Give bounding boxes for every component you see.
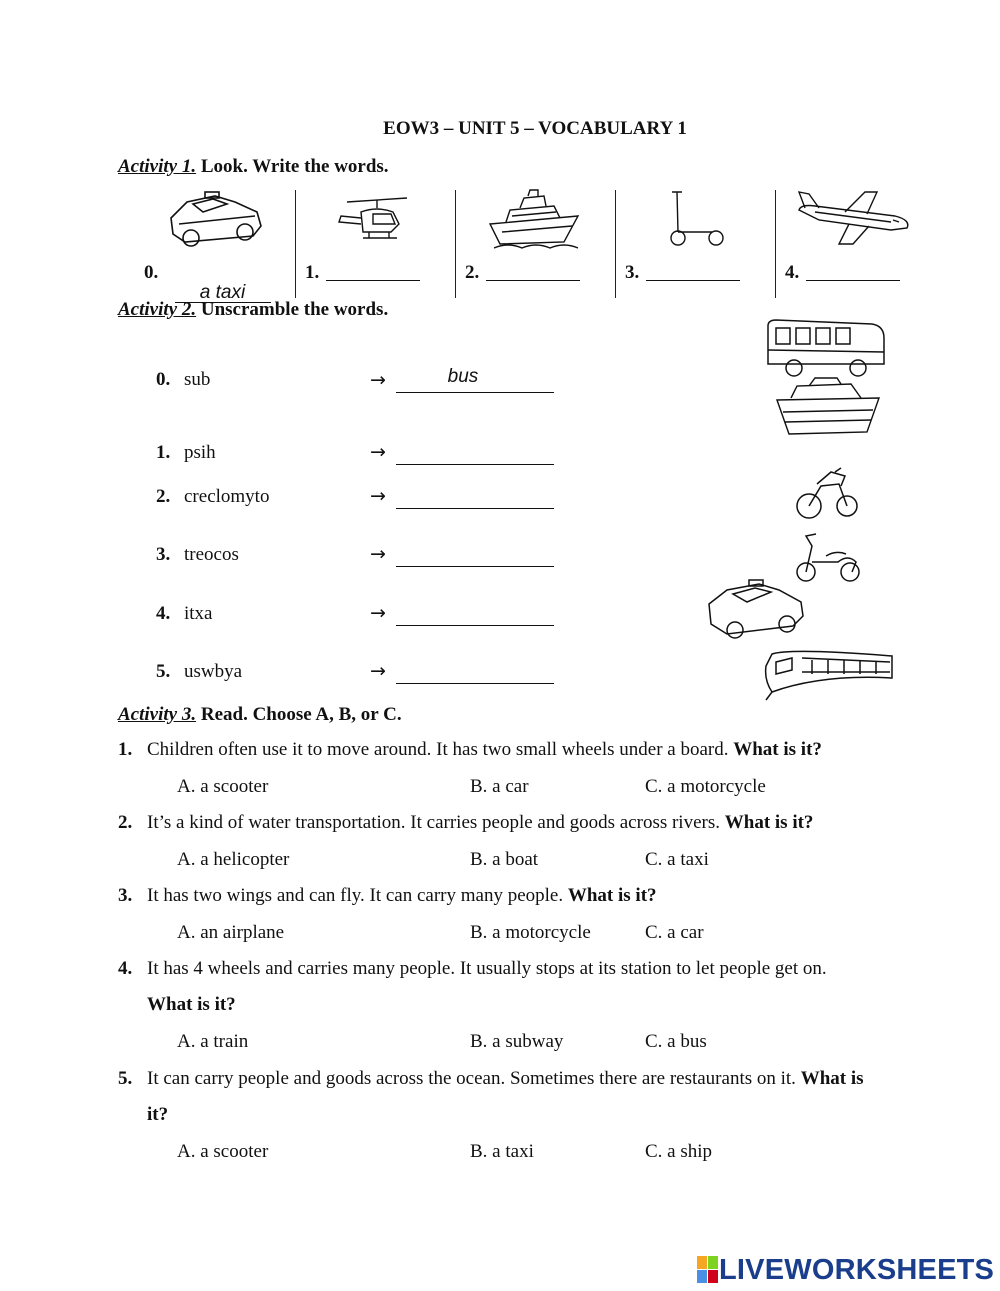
activity-3-label: Activity 3.	[118, 704, 197, 725]
scooter-icon	[660, 188, 730, 250]
item-number: 3.	[156, 544, 171, 565]
option-b[interactable]: B. a car	[470, 776, 529, 797]
answer-text: bus	[447, 366, 479, 387]
list-item	[156, 661, 242, 683]
question-text: It’s a kind of water transportation. It carries people and goods across rivers.	[147, 812, 720, 833]
option-a[interactable]: A. an airplane	[177, 922, 285, 943]
question-text: It has 4 wheels and carries many people. It usually stops at its station to let people get on.	[147, 958, 827, 979]
question-5-continued	[118, 1097, 968, 1133]
list-item	[156, 603, 213, 625]
item-number: 0.	[144, 262, 159, 283]
question-number: 4.	[118, 958, 133, 979]
option-a[interactable]: A. a helicopter	[177, 849, 290, 870]
activity-1-answer-2[interactable]	[486, 260, 580, 287]
question-1	[118, 732, 968, 768]
item-number: 4.	[156, 603, 171, 624]
list-item	[156, 544, 239, 566]
arrow-icon: →	[370, 485, 386, 507]
item-number: 1.	[305, 262, 320, 283]
option-a[interactable]: A. a scooter	[177, 1141, 269, 1162]
question-number: 1.	[118, 739, 133, 760]
bus-icon	[764, 318, 889, 380]
activity-1-answer-1[interactable]	[326, 260, 420, 287]
subway-train-icon	[762, 644, 897, 704]
arrow-icon: →	[370, 369, 386, 391]
activity-1-answer-3[interactable]	[646, 260, 740, 287]
page-title: EOW3 – UNIT 5 – VOCABULARY 1	[383, 118, 687, 139]
scrambled-word: itxa	[184, 603, 213, 624]
activity-2-heading	[118, 299, 388, 321]
scrambled-word: psih	[184, 442, 216, 463]
scrambled-word: creclomyto	[184, 486, 270, 507]
question-ask: What is it?	[733, 739, 822, 760]
answer-field-1[interactable]	[396, 442, 554, 465]
activity-1-answer-4[interactable]	[806, 260, 900, 287]
item-number: 1.	[156, 442, 171, 463]
question-4	[118, 951, 968, 987]
option-b[interactable]: B. a boat	[470, 849, 539, 870]
helicopter-icon	[337, 194, 412, 244]
activity-1-instruction: Look. Write the words.	[200, 156, 389, 177]
question-4-continued	[118, 987, 968, 1023]
question-ask: What is it?	[724, 812, 814, 833]
activity-3-heading	[118, 704, 402, 726]
airplane-icon	[795, 190, 915, 250]
list-item	[156, 442, 216, 464]
item-number: 5.	[156, 661, 171, 682]
scrambled-word: treocos	[184, 544, 239, 565]
motorcycle-icon	[795, 466, 860, 524]
activity-1-item-1	[305, 262, 319, 284]
item-number: 0.	[156, 369, 171, 390]
question-text: It can carry people and goods across the ocean. Sometimes there are restaurants on it.	[147, 1068, 796, 1089]
question-text: Children often use it to move around. It has two small wheels under a board.	[147, 739, 729, 760]
taxi-icon	[165, 190, 265, 250]
activity-1-answer-0[interactable]	[165, 260, 271, 304]
question-2	[118, 805, 968, 841]
activity-1-item-0	[144, 262, 158, 284]
divider	[615, 190, 616, 298]
ship-icon	[775, 378, 885, 440]
activity-2-instruction: Unscramble the words.	[200, 299, 389, 320]
item-number: 4.	[785, 262, 800, 283]
option-a[interactable]: A. a train	[177, 1031, 249, 1052]
answer-field-0[interactable]	[396, 366, 554, 393]
list-item	[156, 486, 269, 508]
answer-field-4[interactable]	[396, 603, 554, 626]
question-ask: What is it?	[147, 994, 236, 1015]
question-text: It has two wings and can fly. It can carry many people.	[147, 885, 564, 906]
question-number: 3.	[118, 885, 133, 906]
question-number: 2.	[118, 812, 133, 833]
arrow-icon: →	[370, 660, 386, 682]
option-c[interactable]: C. a car	[645, 922, 704, 943]
activity-2-label: Activity 2.	[118, 299, 197, 320]
answer-field-3[interactable]	[396, 544, 554, 567]
arrow-icon: →	[370, 602, 386, 624]
activity-1-item-3	[625, 262, 639, 284]
activity-1-item-4	[785, 262, 799, 284]
answer-field-2[interactable]	[396, 486, 554, 509]
scrambled-word: sub	[184, 369, 211, 390]
arrow-icon: →	[370, 441, 386, 463]
item-number: 2.	[465, 262, 480, 283]
taxi-icon	[705, 580, 805, 642]
option-b[interactable]: B. a motorcycle	[470, 922, 591, 943]
option-c[interactable]: C. a motorcycle	[645, 776, 766, 797]
question-3	[118, 878, 968, 914]
question-ask: What is	[800, 1068, 864, 1089]
liveworksheets-logo	[697, 1253, 994, 1287]
question-number: 5.	[118, 1068, 133, 1089]
divider	[295, 190, 296, 298]
brand-name: LIVEWORKSHEETS	[719, 1253, 995, 1286]
logo-mark-icon	[697, 1256, 719, 1284]
item-number: 2.	[156, 486, 171, 507]
question-ask: it?	[147, 1104, 169, 1125]
option-b[interactable]: B. a subway	[470, 1031, 564, 1052]
item-number: 3.	[625, 262, 640, 283]
option-c[interactable]: C. a bus	[645, 1031, 707, 1052]
scrambled-word: uswbya	[184, 661, 243, 682]
activity-3-instruction: Read. Choose A, B, or C.	[200, 704, 402, 725]
question-5	[118, 1061, 968, 1097]
divider	[455, 190, 456, 298]
activity-1-label: Activity 1.	[118, 156, 197, 177]
activity-1-item-2	[465, 262, 479, 284]
arrow-icon: →	[370, 543, 386, 565]
answer-text: a taxi	[199, 282, 246, 303]
option-b[interactable]: B. a taxi	[470, 1141, 534, 1162]
scooter-icon	[792, 526, 864, 584]
answer-field-5[interactable]	[396, 661, 554, 684]
list-item	[156, 369, 210, 391]
question-ask: What is it?	[567, 885, 657, 906]
option-c[interactable]: C. a taxi	[645, 849, 709, 870]
option-c[interactable]: C. a ship	[645, 1141, 713, 1162]
divider	[775, 190, 776, 298]
activity-1-heading	[118, 156, 389, 178]
option-a[interactable]: A. a scooter	[177, 776, 269, 797]
ship-icon	[488, 190, 583, 250]
